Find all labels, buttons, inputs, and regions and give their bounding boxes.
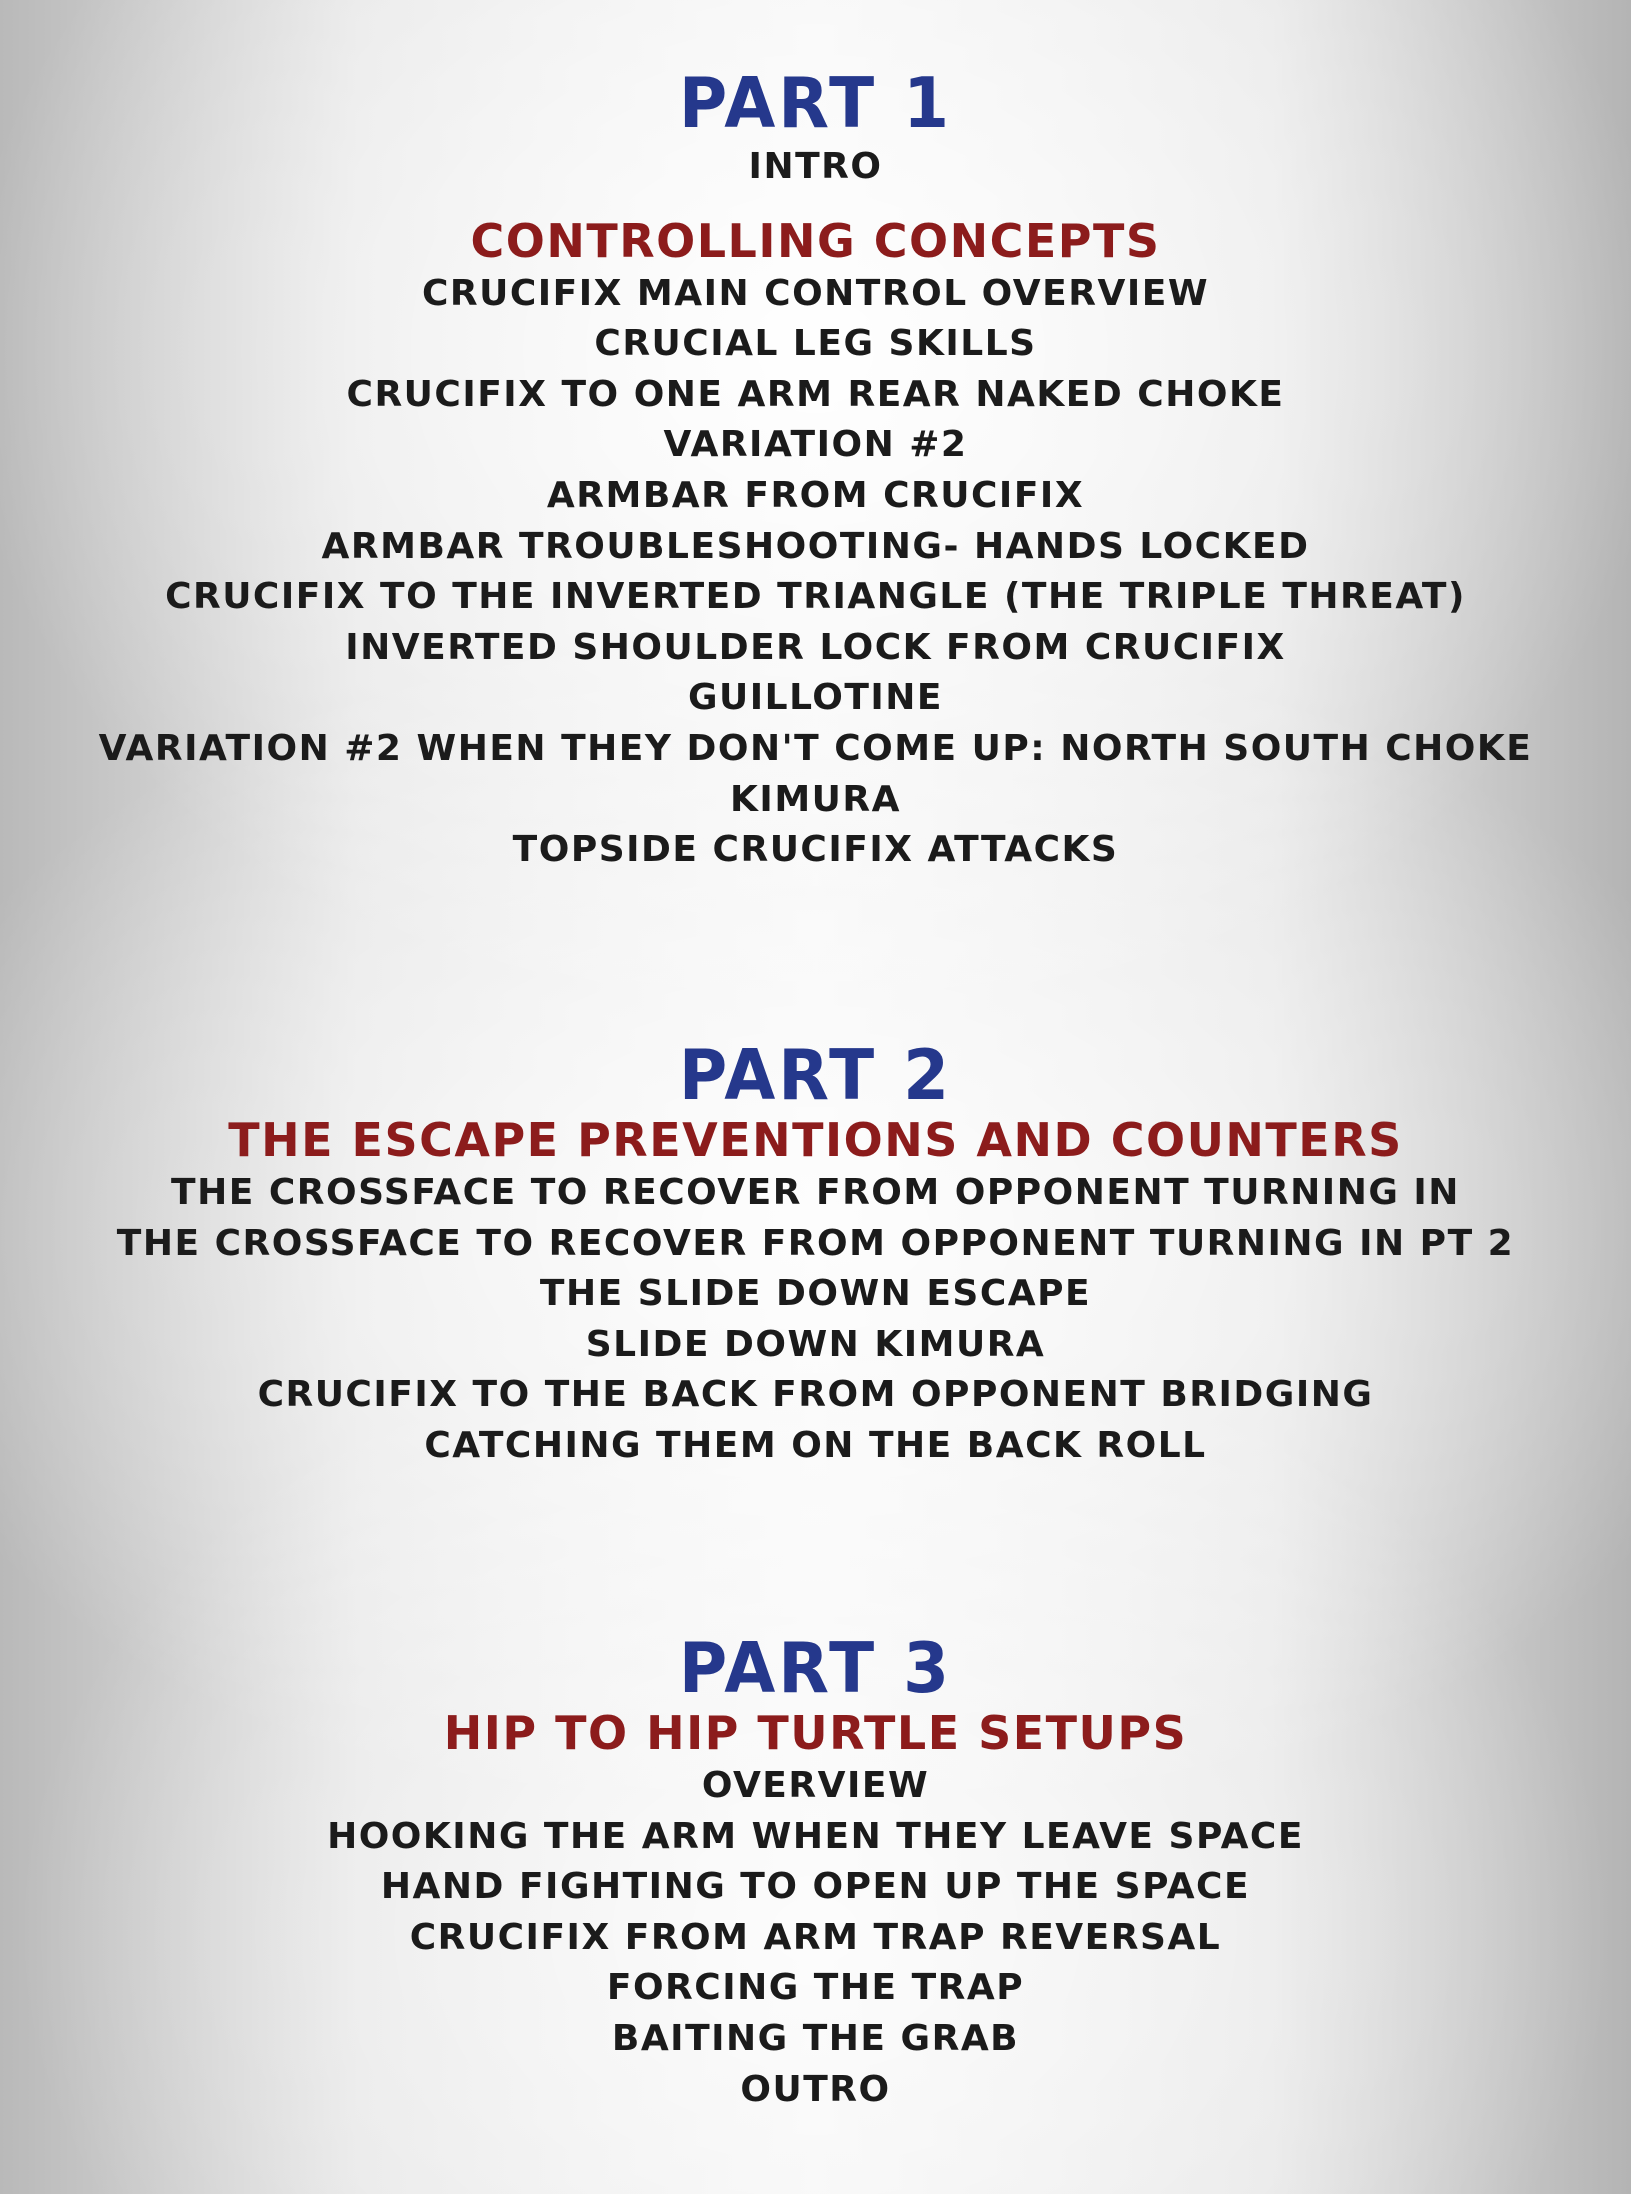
part-1-title: PART 1 — [678, 63, 953, 144]
list-item: THE SLIDE DOWN ESCAPE — [539, 1273, 1092, 1315]
list-item: THE CROSSFACE TO RECOVER FROM OPPONENT TURNING IN — [171, 1172, 1460, 1213]
list-item: HOOKING THE ARM WHEN THEY LEAVE SPACE — [327, 1815, 1304, 1857]
part-3-heading: HIP TO HIP TURTLE SETUPS — [443, 1706, 1188, 1760]
list-item: VARIATION #2 WHEN THEY DON'T COME UP: NORTH SOUTH CHOKE — [98, 727, 1533, 769]
list-item: CRUCIFIX MAIN CONTROL OVERVIEW — [421, 272, 1210, 314]
part-2-list — [0, 1168, 1631, 1472]
list-item: KIMURA — [730, 778, 901, 820]
part-1-heading: CONTROLLING CONCEPTS — [470, 213, 1161, 268]
part-1-section — [0, 63, 1631, 876]
list-item: CRUCIAL LEG SKILLS — [594, 323, 1037, 365]
part-2-section — [0, 1035, 1631, 1472]
list-item: CRUCIFIX TO THE INVERTED TRIANGLE (THE TRIPLE THREAT) — [165, 576, 1466, 618]
part-2-title: PART 2 — [678, 1035, 953, 1116]
list-item: ARMBAR FROM CRUCIFIX — [546, 474, 1085, 516]
list-item: CRUCIFIX TO ONE ARM REAR NAKED CHOKE — [346, 373, 1285, 415]
list-item: GUILLOTINE — [687, 677, 944, 719]
list-item: HAND FIGHTING TO OPEN UP THE SPACE — [380, 1866, 1251, 1908]
list-item: BAITING THE GRAB — [611, 2017, 1020, 2059]
list-item: OVERVIEW — [701, 1765, 930, 1806]
list-item: VARIATION #2 — [663, 424, 968, 466]
part-2-heading: THE ESCAPE PREVENTIONS AND COUNTERS — [228, 1113, 1403, 1167]
list-item: ARMBAR TROUBLESHOOTING- HANDS LOCKED — [321, 525, 1310, 567]
list-item: INVERTED SHOULDER LOCK FROM CRUCIFIX — [345, 626, 1286, 668]
part-3-title: PART 3 — [678, 1628, 953, 1709]
list-item: TOPSIDE CRUCIFIX ATTACKS — [512, 829, 1119, 871]
list-item: CRUCIFIX FROM ARM TRAP REVERSAL — [409, 1916, 1222, 1958]
list-item: CATCHING THEM ON THE BACK ROLL — [424, 1424, 1207, 1466]
list-item: OUTRO — [740, 2068, 891, 2110]
part-3-section — [0, 1628, 1631, 2115]
part-3-list — [0, 1761, 1631, 2115]
list-item: FORCING THE TRAP — [606, 1967, 1025, 2009]
list-item: SLIDE DOWN KIMURA — [585, 1323, 1046, 1365]
part-1-intro: INTRO — [748, 146, 883, 187]
list-item: CRUCIFIX TO THE BACK FROM OPPONENT BRIDGING — [257, 1374, 1374, 1416]
part-1-list — [0, 269, 1631, 876]
list-item: THE CROSSFACE TO RECOVER FROM OPPONENT TURNING IN PT 2 — [116, 1222, 1515, 1264]
